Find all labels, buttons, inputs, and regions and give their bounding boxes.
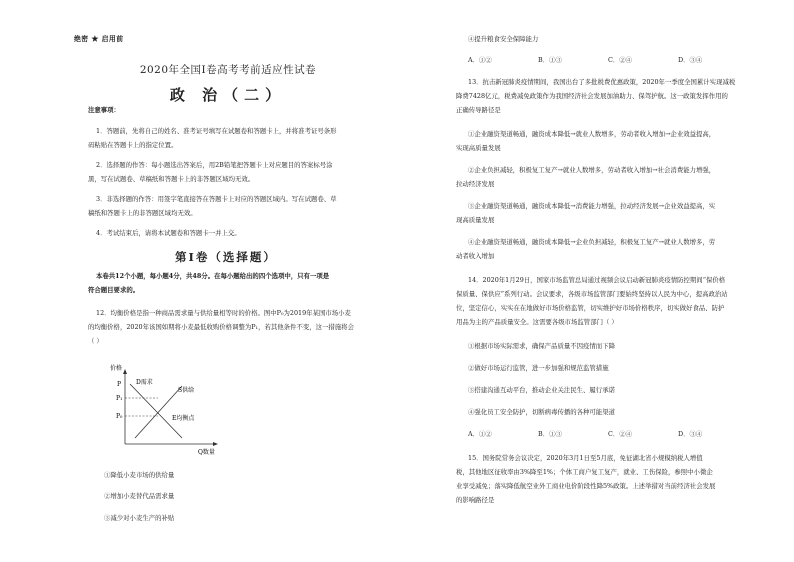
option-1: ①根据市场实际需求，确保产品质量不因疫情而下降 [468,342,615,350]
option-3-cont: 现高质量发展 [456,216,495,224]
option-2: ②做好市场运行监管，进一步加强和规范监管措施 [468,364,609,372]
supply-demand-diagram [100,364,230,464]
question-text: 15．国务院常务会议决定，2020年3月1日至5月底，免征湖北省小规模纳税人增值 [468,454,703,462]
notice-item: 4．考试结束后，请将本试题卷和答题卡一并上交。 [96,229,241,237]
tick-p1: P₁ [116,395,123,402]
choice-d: D．③④ [678,56,703,64]
choice-c: C．②④ [608,56,633,64]
subject-title: 政 治（二） [169,86,287,104]
tick-p0: P₀ [116,413,123,420]
question-text: （ ） [88,337,103,345]
notice-item: 2．选择题的作答：每小题选出答案后，用2B铅笔把答题卡上对应题目的答案标号涂 [96,161,333,169]
option-3: ③企业融资渠道畅通，融资成本降低→消费能力增强，拉动经济发展→企业效益提高，实 [468,202,716,210]
supply-label: S供给 [178,387,195,394]
demand-label: D需求 [136,379,153,386]
axis-label-x: Q数量 [198,449,215,456]
question-text: 保质量、保供应”系列行动。会议要求，各级市场监管部门要始终坚持以人民为中心，提高政治站 [456,290,728,298]
option-2: ②企业负担减轻，积极复工复产→就业人数增多，劳动者收入增加→社会消费能力增强， [468,166,716,174]
option-1: ①降低小麦市场的供给量 [104,471,175,479]
question-text: 的影响路径是 [456,496,495,504]
secret-label: 绝密 ★ 启用前 [74,35,124,43]
section-intro: 本卷共12个小题，每小题4分，共48分。在每小题给出的四个选项中，只有一项是 [96,272,330,280]
question-text: 用品为主的产品质量安全。这需要各级市场监管部门（ ） [456,318,618,326]
question-text: 降费7428亿元，税费减免政策作为我国经济社会发展加油助力、保驾护航。这一政策发挥作用的 [456,92,728,100]
choice-b: B．①③ [538,56,562,64]
option-2-cont: 拉动经济发展 [456,180,495,188]
question-text: 13．抗击新冠肺炎疫情期间，我国出台了多批税费优惠政策，2020年一季度全国累计实现减税 [468,78,736,86]
question-text: 位，坚定信心，实实在在地做好市场价格监管，切实维护好市场价格秩序，切实做好食品、防护 [456,304,725,312]
option-3: ③搭建沟通互动平台，推动企业关注民生、履行承诺 [468,386,615,394]
choice-a: A．①② [468,56,492,64]
notice-item: 1．答题前，先将自己的姓名、准考证号填写在试题卷和答题卡上，并将准考证号条形 [96,127,337,135]
notice-item: 黑，写在试题卷、草稿纸和答题卡上的非答题区域均无效。 [88,175,255,183]
option-1: ①企业融资渠道畅通，融资成本降低→就业人数增多，劳动者收入增加→企业效益提高， [468,130,716,138]
choice-d: D．③④ [678,430,703,438]
notice-heading: 注意事项： [88,106,120,114]
section-title: 第Ⅰ卷（选择题） [175,250,277,264]
question-text: 税，其他地区征收率由3%降至1%；个体工商户复工复产，就业、工伤保险，参照中小微企 [456,468,713,476]
choice-a: A．①② [468,430,492,438]
equilibrium-label: E均衡点 [172,415,195,422]
choice-b: B．①③ [538,430,562,438]
question-text: 12．均衡价格是指一种商品需求量与供给量相等时的价格。图中P₀为2019年某国市场小麦 [96,309,351,317]
option-3: ③减少对小麦生产的补贴 [104,514,175,522]
notice-item: 稿纸和答题卡上的非答题区域均无效。 [88,209,197,217]
question-text: 正确传导路径是 [456,106,501,114]
exam-title: 2020年全国Ⅰ卷高考考前适应性试卷 [139,64,317,76]
question-text: 14．2020年1月29日，国家市场监管总局通过视频会议启动新冠肺炎疫情防控期间“保价格 [468,276,726,284]
option-4: ④强化员工安全防护，切断病毒传播的各种可能渠道 [468,408,615,416]
option-4: ④提升粮食安全保障能力 [468,35,539,43]
notice-item: 码粘贴在答题卡上的指定位置。 [88,141,178,149]
option-1-cont: 实现高质量发展 [456,144,501,152]
option-2: ②增加小麦替代品需求量 [104,492,175,500]
tick-p: P [117,381,122,388]
notice-item: 3．非选择题的作答：用签字笔直接答在答题卡上对应的答题区域内。写在试题卷、草 [96,195,337,203]
axis-label-y: 价格 [110,365,123,372]
choice-c: C．②④ [608,430,633,438]
option-4: ④企业融资渠道畅通，融资成本降低→企业负担减轻，积极复工复产→就业人数增多，劳 [468,238,716,246]
option-4-cont: 动者收入增加 [456,252,495,260]
question-text: 的均衡价格，2020年该国如期将小麦最低收购价格调整为P₁，若其他条件不变，这一措施将会 [88,323,354,331]
section-intro: 符合题目要求的。 [88,286,140,294]
question-text: 业享受减免；落实降低航空业外工商业电价阶段性降5%政策。上述举措对当前经济社会发展 [456,482,716,490]
